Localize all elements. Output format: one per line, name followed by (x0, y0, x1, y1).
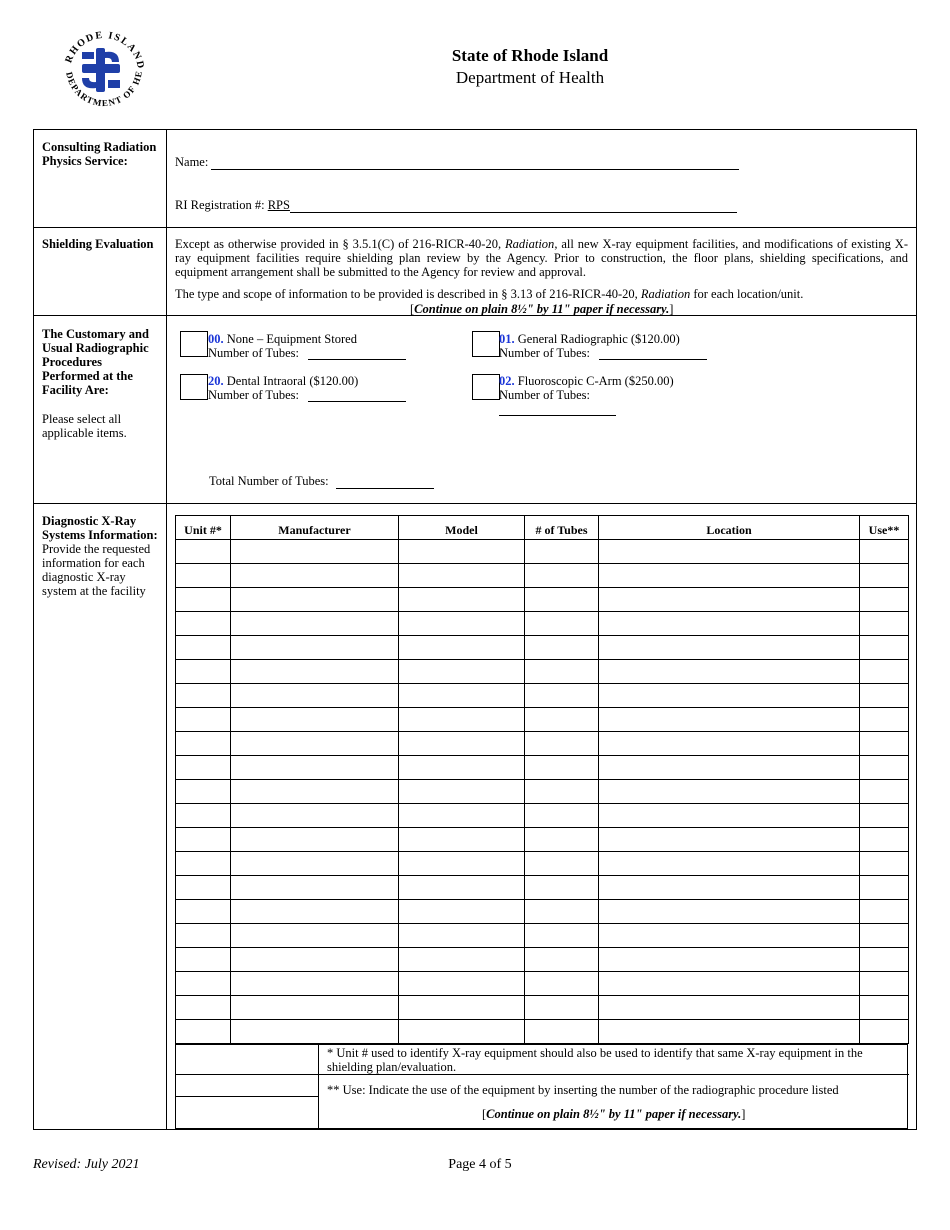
table-cell[interactable] (599, 636, 860, 660)
table-cell[interactable] (599, 708, 860, 732)
table-cell[interactable] (599, 1020, 860, 1044)
total-tubes-field[interactable] (209, 474, 434, 489)
table-cell[interactable] (860, 660, 909, 684)
table-cell[interactable] (525, 564, 599, 588)
table-cell[interactable] (399, 612, 525, 636)
table-cell[interactable] (399, 756, 525, 780)
table-cell[interactable] (525, 660, 599, 684)
table-cell[interactable] (231, 924, 399, 948)
table-cell[interactable] (231, 828, 399, 852)
table-cell[interactable] (525, 852, 599, 876)
table-cell[interactable] (860, 564, 909, 588)
name-input-line[interactable] (211, 156, 739, 170)
table-row (176, 948, 909, 972)
table-cell[interactable] (399, 900, 525, 924)
table-cell[interactable] (525, 708, 599, 732)
table-cell[interactable] (599, 588, 860, 612)
table-cell[interactable] (231, 780, 399, 804)
table-cell[interactable] (399, 924, 525, 948)
logo-text-side: DEPARTMENT OF HE (64, 69, 145, 109)
table-cell[interactable] (525, 540, 599, 564)
shielding-paragraph-2: The type and scope of information to be provided is described in § 3.13 of 216-RICR-40-20, Radiation for each location/unit. (175, 287, 804, 301)
shielding-continue-note: [Continue on plain 8½" by 11" paper if necessary.] (410, 302, 674, 316)
registration-input-line[interactable] (290, 199, 737, 213)
table-cell[interactable] (399, 588, 525, 612)
table-cell[interactable] (599, 828, 860, 852)
table-row (176, 876, 909, 900)
table-cell[interactable] (599, 900, 860, 924)
procedures-hint: Please select all applicable items. (42, 412, 127, 440)
option-20: 20. Dental Intraoral ($120.00) Number of Tubes: (208, 374, 406, 402)
total-tubes-label: Total Number of Tubes: (209, 474, 329, 488)
option-00: 00. None – Equipment Stored Number of Tubes: (208, 332, 406, 360)
logo-text-top: RHODE ISLAND (63, 29, 147, 71)
table-cell[interactable] (176, 564, 231, 588)
consulting-section-label: Consulting Radiation Physics Service: (42, 140, 157, 168)
table-cell[interactable] (176, 852, 231, 876)
name-field[interactable] (175, 155, 739, 170)
table-cell[interactable] (860, 756, 909, 780)
table-cell[interactable] (599, 684, 860, 708)
table-row (176, 1020, 909, 1044)
table-header-row (176, 516, 909, 540)
table-cell[interactable] (176, 636, 231, 660)
option-01: 01. General Radiographic ($120.00) Number of Tubes: (499, 332, 707, 360)
table-cell[interactable] (525, 828, 599, 852)
table-cell[interactable] (399, 564, 525, 588)
table-cell[interactable] (399, 708, 525, 732)
table-cell[interactable] (860, 780, 909, 804)
table-row (176, 732, 909, 756)
checkbox-00[interactable] (180, 331, 208, 357)
table-cell[interactable] (860, 636, 909, 660)
column-header-unit: Unit #* (176, 516, 231, 540)
table-cell[interactable] (399, 732, 525, 756)
table-cell[interactable] (176, 588, 231, 612)
table-cell[interactable] (599, 564, 860, 588)
table-cell[interactable] (231, 948, 399, 972)
table-cell[interactable] (860, 948, 909, 972)
table-cell[interactable] (525, 732, 599, 756)
table-row (176, 996, 909, 1020)
table-cell[interactable] (525, 876, 599, 900)
option-02: 02. Fluoroscopic C-Arm ($250.00) Number of Tubes: (499, 374, 674, 416)
table-cell[interactable] (599, 540, 860, 564)
table-cell[interactable] (231, 756, 399, 780)
checkbox-20[interactable] (180, 374, 208, 400)
table-cell[interactable] (231, 972, 399, 996)
department-title: Department of Health (455, 68, 605, 87)
table-cell[interactable] (860, 612, 909, 636)
table-cell[interactable] (176, 828, 231, 852)
footnote-use: ** Use: Indicate the use of the equipment by inserting the number of the radiographic procedure listed (327, 1083, 839, 1097)
table-cell[interactable] (860, 588, 909, 612)
table-cell[interactable] (176, 612, 231, 636)
table-footnotes (175, 1044, 908, 1129)
table-cell[interactable] (860, 708, 909, 732)
table-row (176, 972, 909, 996)
table-cell[interactable] (231, 612, 399, 636)
table-cell[interactable] (231, 732, 399, 756)
table-cell[interactable] (525, 996, 599, 1020)
table-cell[interactable] (231, 684, 399, 708)
page-number: Page 4 of 5 (448, 1157, 512, 1172)
table-cell[interactable] (231, 708, 399, 732)
table-cell[interactable] (399, 780, 525, 804)
table-row (176, 900, 909, 924)
table-cell[interactable] (525, 900, 599, 924)
table-row (176, 588, 909, 612)
diagnostic-continue-note: [Continue on plain 8½" by 11" paper if necessary.] (482, 1107, 746, 1121)
table-cell[interactable] (860, 732, 909, 756)
table-cell[interactable] (525, 1020, 599, 1044)
table-row (176, 756, 909, 780)
table-cell[interactable] (525, 684, 599, 708)
table-cell[interactable] (399, 636, 525, 660)
table-cell[interactable] (176, 948, 231, 972)
table-cell[interactable] (399, 1020, 525, 1044)
column-header-tubes: # of Tubes (525, 516, 599, 540)
label-column-divider (166, 129, 167, 1130)
table-cell[interactable] (176, 684, 231, 708)
registration-label: RI Registration #: (175, 198, 265, 212)
shielding-paragraph-1: Except as otherwise provided in § 3.5.1(C) of 216-RICR-40-20, Radiation, all new X-ray equipment facilities, and modifications of existing X-ray equipment facilities require shielding plan review by the Agency. Prior to construction, the floor plans, shielding specifications, and equipment arrangement shall be submitted to the Agency for review and approval. (175, 237, 908, 279)
table-cell[interactable] (399, 828, 525, 852)
table-cell[interactable] (599, 852, 860, 876)
table-cell[interactable] (860, 852, 909, 876)
checkbox-01[interactable] (472, 331, 500, 357)
table-cell[interactable] (399, 948, 525, 972)
table-cell[interactable] (176, 540, 231, 564)
table-cell[interactable] (599, 876, 860, 900)
column-header-model: Model (399, 516, 525, 540)
column-header-location: Location (599, 516, 860, 540)
table-cell[interactable] (231, 876, 399, 900)
registration-field[interactable] (175, 198, 737, 213)
table-cell[interactable] (860, 924, 909, 948)
table-cell[interactable] (525, 636, 599, 660)
registration-prefix: RPS (267, 198, 290, 212)
table-row (176, 708, 909, 732)
table-cell[interactable] (231, 804, 399, 828)
xray-systems-table (175, 515, 909, 1044)
table-cell[interactable] (399, 972, 525, 996)
table-cell[interactable] (525, 972, 599, 996)
checkbox-02[interactable] (472, 374, 500, 400)
table-row (176, 852, 909, 876)
total-tubes-input[interactable] (336, 476, 434, 489)
table-cell[interactable] (525, 948, 599, 972)
table-row (176, 612, 909, 636)
table-cell[interactable] (399, 852, 525, 876)
table-row (176, 564, 909, 588)
table-cell[interactable] (599, 996, 860, 1020)
table-cell[interactable] (599, 756, 860, 780)
table-cell[interactable] (860, 900, 909, 924)
section-divider (33, 227, 917, 228)
table-cell[interactable] (599, 780, 860, 804)
table-cell[interactable] (599, 948, 860, 972)
table-row (176, 804, 909, 828)
table-cell[interactable] (525, 804, 599, 828)
name-label: Name: (175, 155, 209, 169)
procedures-section-label: The Customary and Usual Radiographic Procedures Performed at the Facility Are: (42, 327, 149, 397)
table-cell[interactable] (176, 780, 231, 804)
table-cell[interactable] (176, 804, 231, 828)
table-cell[interactable] (860, 828, 909, 852)
table-cell[interactable] (176, 900, 231, 924)
table-cell[interactable] (399, 540, 525, 564)
table-cell[interactable] (860, 972, 909, 996)
table-row (176, 684, 909, 708)
ri-health-seal-logo (56, 22, 152, 112)
table-cell[interactable] (176, 876, 231, 900)
table-cell[interactable] (231, 1020, 399, 1044)
revised-date: Revised: July 2021 (33, 1157, 140, 1172)
table-row (176, 828, 909, 852)
tubes-input-01[interactable] (599, 347, 707, 360)
table-row (176, 780, 909, 804)
table-cell[interactable] (399, 684, 525, 708)
table-cell[interactable] (231, 900, 399, 924)
footnote-unit: * Unit # used to identify X-ray equipment should also be used to identify that same X-ray equipment in the shielding plan/evaluation. (327, 1046, 863, 1074)
table-cell[interactable] (399, 876, 525, 900)
column-header-manufacturer: Manufacturer (231, 516, 399, 540)
diagnostic-section-label: Diagnostic X-Ray Systems Information: Provide the requested information for each diagnostic X-ray system at the facility (42, 514, 158, 598)
tubes-input-00[interactable] (308, 347, 406, 360)
table-cell[interactable] (599, 612, 860, 636)
table-row (176, 540, 909, 564)
table-row (176, 660, 909, 684)
table-cell[interactable] (176, 1020, 231, 1044)
table-cell[interactable] (860, 1020, 909, 1044)
table-row (176, 924, 909, 948)
table-cell[interactable] (231, 636, 399, 660)
table-cell[interactable] (231, 852, 399, 876)
table-cell[interactable] (599, 732, 860, 756)
table-cell[interactable] (176, 732, 231, 756)
table-cell[interactable] (860, 684, 909, 708)
table-cell[interactable] (176, 660, 231, 684)
table-cell[interactable] (525, 756, 599, 780)
table-cell[interactable] (399, 996, 525, 1020)
table-cell[interactable] (599, 924, 860, 948)
table-cell[interactable] (525, 924, 599, 948)
tubes-input-20[interactable] (308, 389, 406, 402)
table-cell[interactable] (525, 612, 599, 636)
table-cell[interactable] (860, 804, 909, 828)
table-cell[interactable] (860, 876, 909, 900)
table-cell[interactable] (231, 996, 399, 1020)
table-cell[interactable] (399, 804, 525, 828)
table-cell[interactable] (860, 540, 909, 564)
table-cell[interactable] (176, 996, 231, 1020)
shielding-section-label: Shielding Evaluation (42, 237, 154, 251)
table-cell[interactable] (231, 588, 399, 612)
table-cell[interactable] (176, 708, 231, 732)
table-cell[interactable] (176, 756, 231, 780)
table-cell[interactable] (525, 588, 599, 612)
table-cell[interactable] (599, 660, 860, 684)
section-divider (33, 503, 917, 504)
table-cell[interactable] (599, 804, 860, 828)
table-cell[interactable] (176, 972, 231, 996)
state-title: State of Rhode Island (451, 46, 609, 65)
table-cell[interactable] (231, 540, 399, 564)
table-cell[interactable] (399, 660, 525, 684)
tubes-input-02[interactable] (499, 403, 616, 416)
column-header-use: Use** (860, 516, 909, 540)
table-cell[interactable] (860, 996, 909, 1020)
table-cell[interactable] (176, 924, 231, 948)
table-cell[interactable] (231, 660, 399, 684)
table-cell[interactable] (525, 780, 599, 804)
table-cell[interactable] (231, 564, 399, 588)
table-cell[interactable] (599, 972, 860, 996)
table-row (176, 636, 909, 660)
